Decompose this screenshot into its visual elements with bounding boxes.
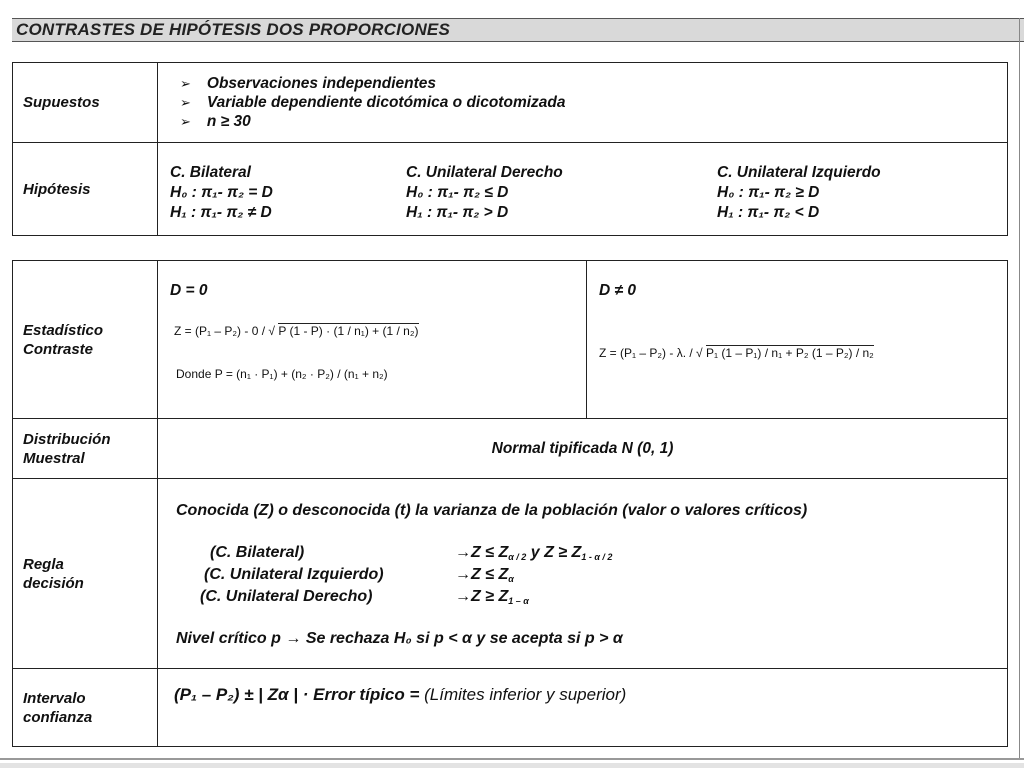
estadistico-dn0-cell: [587, 261, 1008, 419]
hyp-izquierdo-h1: H₁ : π₁- π₂ < D: [717, 204, 820, 221]
supuesto-item: ➢ Observaciones independientes: [180, 74, 1007, 93]
hyp-bilateral-h1: H₁ : π₁- π₂ ≠ D: [170, 204, 272, 221]
title-bar: [12, 18, 1024, 42]
regla-izq-label: (C. Unilateral Izquierdo): [204, 565, 384, 583]
hyp-izquierdo-title: C. Unilateral Izquierdo: [717, 164, 881, 181]
hyp-derecho-title: C. Unilateral Derecho: [406, 164, 563, 181]
supuesto-item: ➢ n ≥ 30: [180, 112, 1007, 131]
estadistico-label: [13, 261, 158, 419]
intervalo-label-line2: confianza: [23, 708, 93, 726]
assumptions-hypotheses-table: [12, 62, 1008, 236]
dn0-formula: Z = (P₁ – P₂) - λ. / √ P₁ (1 – P₁) / n₁ + P₂ (1 – P₂) / n₂: [599, 345, 874, 360]
regla-der-label: (C. Unilateral Derecho): [200, 587, 373, 605]
bottom-border: [0, 758, 1024, 760]
regla-der-rule: →Z ≥ Z1 – α: [455, 587, 529, 606]
hipotesis-cell: [158, 143, 1008, 236]
d0-donde: Donde P = (n₁ · P₁) + (n₂ · P₂) / (n₁ + n₂): [176, 366, 388, 381]
hyp-bilateral-h0: H₀ : π₁- π₂ = D: [170, 184, 273, 201]
d0-title: D = 0: [170, 281, 208, 299]
hyp-izquierdo: [717, 163, 881, 223]
regla-izq-rule: →Z ≤ Zα: [455, 565, 514, 584]
regla-bilateral-label: (C. Bilateral): [210, 543, 305, 561]
supuesto-item: ➢ Variable dependiente dicotómica o dicotomizada: [180, 93, 1007, 112]
regla-label-line2: decisión: [23, 574, 84, 592]
regla-cell: [158, 479, 1008, 669]
dn0-formula-radicand: P₁ (1 – P₁) / n₁ + P₂ (1 – P₂) / n₂: [705, 345, 874, 360]
d0-formula: Z = (P₁ – P₂) - 0 / √ P (1 - P) · (1 / n₁) + (1 / n₂): [174, 323, 419, 338]
distribucion-label-line2: Muestral: [23, 449, 85, 467]
regla-bilateral-rule: →Z ≤ Zα / 2 y Z ≥ Z1 - α / 2: [455, 543, 613, 562]
hyp-derecho-h0: H₀ : π₁- π₂ ≤ D: [406, 184, 509, 201]
estadistico-label-line2: Contraste: [23, 340, 94, 358]
dn0-title: D ≠ 0: [599, 281, 636, 299]
intervalo-cell: [158, 669, 1008, 747]
bottom-band: [0, 763, 1024, 768]
estadistico-label-line1: Estadístico: [23, 321, 104, 339]
regla-label: [13, 479, 158, 669]
estadistico-d0-cell: [158, 261, 587, 419]
supuestos-cell: [158, 63, 1008, 143]
supuestos-list: [158, 74, 1007, 131]
page-title: CONTRASTES DE HIPÓTESIS DOS PROPORCIONES: [16, 20, 451, 39]
regla-label-line1: Regla: [23, 555, 64, 573]
hyp-bilateral: [170, 163, 273, 223]
supuestos-label: Supuestos: [13, 63, 158, 143]
distribucion-value: Normal tipificada N (0, 1): [158, 419, 1008, 479]
regla-intro: Conocida (Z) o desconocida (t) la varianza de la población (valor o valores críticos): [176, 501, 808, 519]
intervalo-label-line1: Intervalo: [23, 689, 86, 707]
regla-nivel: Nivel crítico p → Se rechaza H₀ si p < α y se acepta si p > α: [176, 629, 623, 647]
intervalo-formula: (P₁ – P₂) ± | Zα | · Error típico = (Límites inferior y superior): [174, 684, 627, 704]
d0-formula-radicand: P (1 - P) · (1 / n₁) + (1 / n₂): [278, 323, 419, 338]
hyp-bilateral-title: C. Bilateral: [170, 164, 251, 181]
distribucion-label-line1: Distribución: [23, 430, 111, 448]
intervalo-label: [13, 669, 158, 747]
hyp-derecho: [406, 163, 563, 223]
contrast-table: [12, 260, 1008, 747]
hyp-izquierdo-h0: H₀ : π₁- π₂ ≥ D: [717, 184, 820, 201]
hipotesis-label: Hipótesis: [13, 143, 158, 236]
right-border: [1019, 18, 1020, 758]
distribucion-label: [13, 419, 158, 479]
hyp-derecho-h1: H₁ : π₁- π₂ > D: [406, 204, 509, 221]
